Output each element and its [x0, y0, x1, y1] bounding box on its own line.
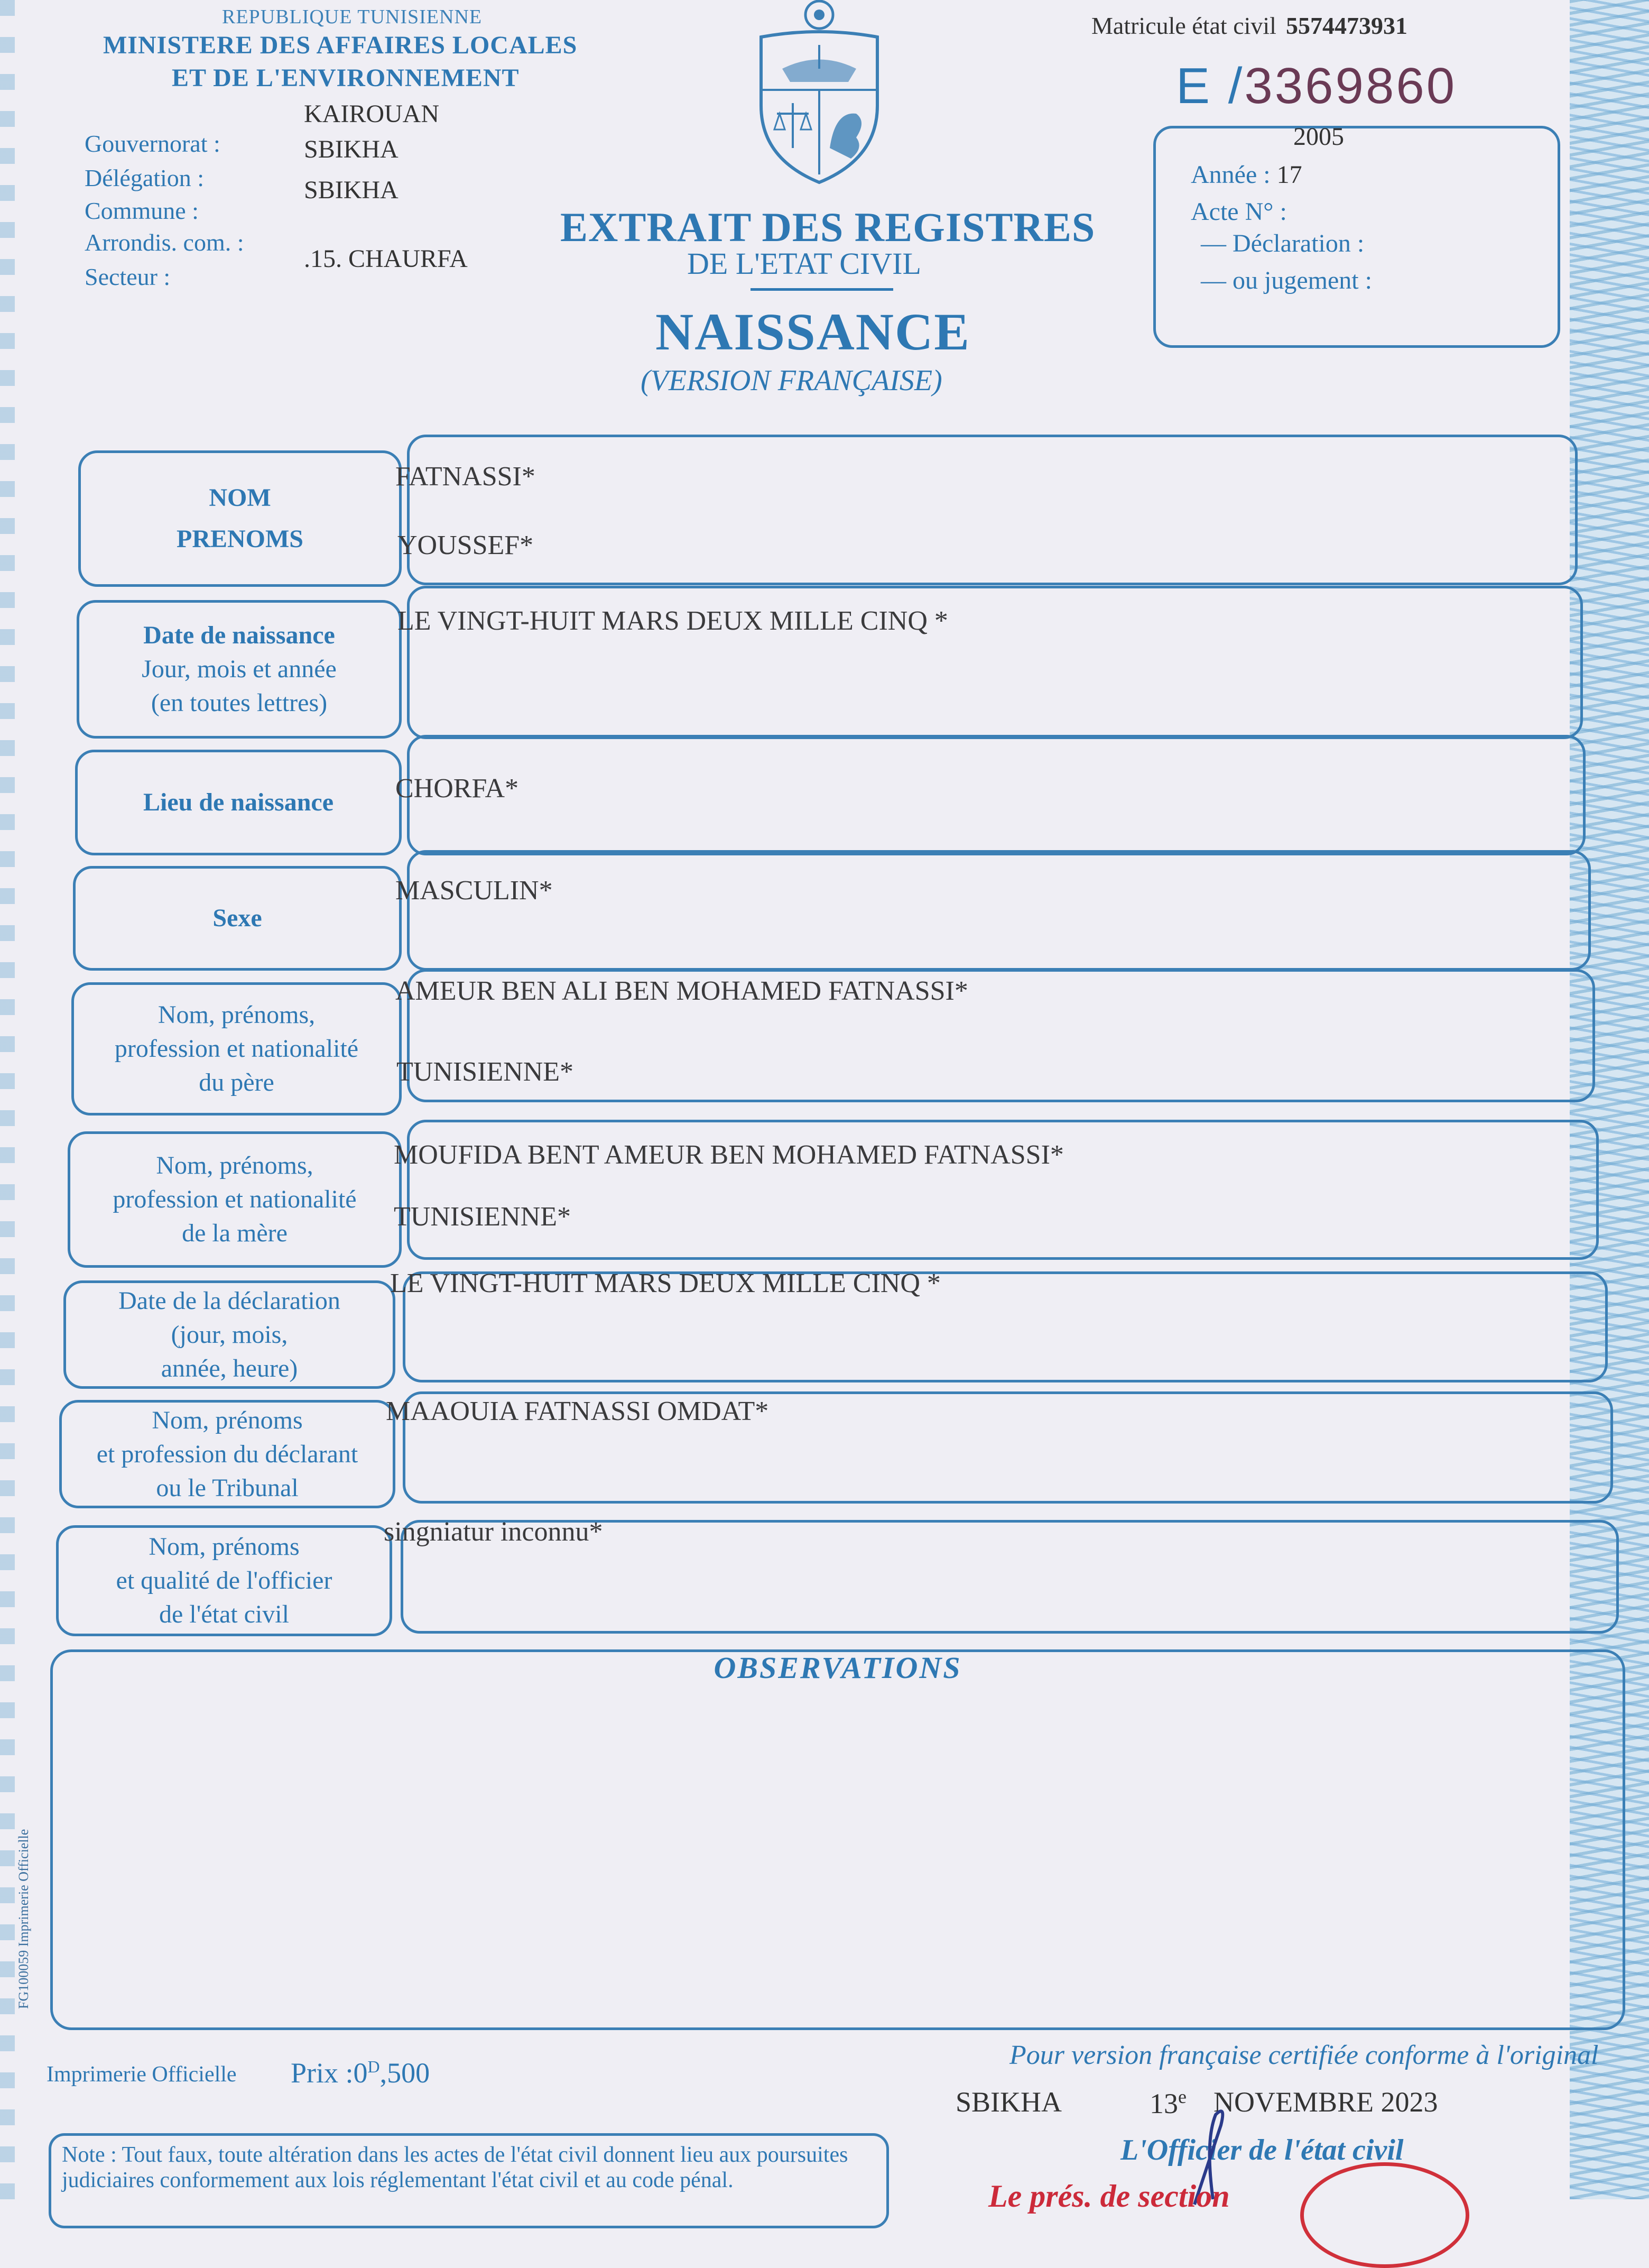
- ministry-line2: ET DE L'ENVIRONNEMENT: [172, 64, 520, 92]
- declaration-label: — Déclaration :: [1201, 229, 1365, 257]
- print-reference: FG100059 Imprimerie Officielle: [16, 1829, 31, 2009]
- commune-label: Commune :: [85, 197, 199, 224]
- jugement-label: — ou jugement :: [1201, 266, 1372, 294]
- value-prenoms: YOUSSEF*: [397, 530, 534, 560]
- issue-place: SBIKHA: [956, 2086, 1062, 2118]
- prix: [291, 2057, 430, 2089]
- prix-unit: D: [367, 2057, 380, 2076]
- value-pere-nom: AMEUR BEN ALI BEN MOHAMED FATNASSI*: [395, 976, 968, 1006]
- observations-box: [50, 1649, 1625, 2030]
- arrondissement-value: .15. CHAURFA: [304, 245, 468, 273]
- imprimerie-label: Imprimerie Officielle: [47, 2062, 237, 2087]
- delegation-label: Délégation :: [85, 164, 205, 191]
- republic-heading: REPUBLIQUE TUNISIENNE: [222, 6, 483, 28]
- label-sexe-text: Sexe: [212, 904, 262, 932]
- value-declarant: MAAOUIA FATNASSI OMDAT*: [386, 1396, 769, 1426]
- serial-digits: 3369860: [1244, 58, 1457, 114]
- label-declarant-line1: Nom, prénoms: [152, 1406, 303, 1434]
- label-declarant-line3: ou le Tribunal: [156, 1473, 299, 1502]
- coat-of-arms-emblem: [751, 0, 888, 190]
- annee-line: [1191, 160, 1302, 189]
- label-pere: [71, 982, 402, 1115]
- label-officier-line3: de l'état civil: [159, 1600, 289, 1628]
- value-lieu-naissance: CHORFA*: [395, 773, 519, 804]
- label-lieu-naissance: [75, 750, 402, 855]
- certification-text: Pour version française certifiée conforme à l'original: [1009, 2040, 1599, 2070]
- commune-value: SBIKHA: [304, 176, 399, 204]
- label-prenoms: PRENOMS: [177, 525, 303, 553]
- issue-month-year: NOVEMBRE 2023: [1213, 2086, 1438, 2118]
- value-pere-nationalite: TUNISIENNE*: [396, 1057, 574, 1087]
- serial-number: [1176, 57, 1457, 115]
- label-pere-line1: Nom, prénoms,: [158, 1001, 316, 1029]
- label-date-declaration-line1: Date de la déclaration: [118, 1286, 340, 1315]
- title-extrait: EXTRAIT DES REGISTRES: [560, 204, 1096, 250]
- ministry-line1: MINISTERE DES AFFAIRES LOCALES: [103, 31, 578, 59]
- annee-label: Année :: [1191, 161, 1271, 189]
- serial-prefix: E /: [1176, 58, 1245, 114]
- value-date-naissance: LE VINGT-HUIT MARS DEUX MILLE CINQ *: [397, 606, 948, 636]
- acte-number-label: Acte N° :: [1191, 198, 1287, 226]
- title-divider: [751, 288, 893, 291]
- issue-day-number: 13: [1150, 2088, 1178, 2119]
- observations-title: OBSERVATIONS: [714, 1651, 962, 1685]
- label-officier: [56, 1525, 392, 1636]
- label-officier-line1: Nom, prénoms: [149, 1533, 300, 1561]
- label-date-naissance: [77, 600, 402, 739]
- matricule: [1091, 12, 1407, 40]
- title-version: (VERSION FRANÇAISE): [641, 364, 942, 397]
- label-pere-line2: profession et nationalité: [114, 1035, 359, 1063]
- gouvernorat-label: Gouvernorat :: [85, 130, 220, 157]
- label-mere-line3: de la mère: [182, 1219, 288, 1247]
- stamp-text: Le prés. de section: [988, 2179, 1230, 2214]
- label-declarant: [59, 1400, 395, 1508]
- value-date-declaration: LE VINGT-HUIT MARS DEUX MILLE CINQ *: [390, 1268, 941, 1298]
- label-sexe: [73, 866, 402, 971]
- label-declarant-line2: et profession du déclarant: [96, 1440, 358, 1468]
- official-stamp: [1300, 2162, 1469, 2268]
- label-nom: NOM: [209, 484, 271, 512]
- label-date-declaration-line2: (jour, mois,: [171, 1320, 288, 1349]
- value-mere-nationalite: TUNISIENNE*: [394, 1202, 571, 1232]
- delegation-value: SBIKHA: [304, 135, 399, 163]
- label-mere-line2: profession et nationalité: [113, 1185, 357, 1213]
- value-mere-nom: MOUFIDA BENT AMEUR BEN MOHAMED FATNASSI*: [394, 1140, 1064, 1170]
- title-naissance: NAISSANCE: [655, 302, 970, 361]
- annee-value: 17: [1276, 161, 1302, 189]
- matricule-label: Matricule état civil: [1091, 12, 1276, 39]
- label-lieu-naissance-text: Lieu de naissance: [143, 788, 334, 816]
- secteur-label: Secteur :: [85, 263, 171, 290]
- issue-day-suffix: e: [1178, 2086, 1187, 2107]
- value-nom: FATNASSI*: [395, 462, 535, 492]
- value-box-lieu-naissance: [407, 735, 1586, 855]
- label-mere-line1: Nom, prénoms,: [156, 1151, 313, 1179]
- value-sexe: MASCULIN*: [395, 875, 553, 906]
- label-date-declaration: [63, 1280, 395, 1389]
- label-date-declaration-line3: année, heure): [161, 1354, 298, 1382]
- label-date-naissance-line2: Jour, mois et année: [142, 655, 337, 683]
- acte-info-box: [1153, 123, 1560, 348]
- title-etat-civil: DE L'ETAT CIVIL: [687, 246, 921, 281]
- gouvernorat-value: KAIROUAN: [304, 100, 439, 128]
- label-officier-line2: et qualité de l'officier: [116, 1566, 332, 1594]
- label-date-naissance-line3: (en toutes lettres): [151, 689, 328, 717]
- officer-signature-label: L'Officier de l'état civil: [1120, 2134, 1404, 2166]
- legal-note: Note : Tout faux, toute altération dans les actes de l'état civil donnent lieu aux poursuites judiciaires conformement aux lois réglementant l'état civil et au code pénal.: [49, 2133, 889, 2228]
- prix-value: ,500: [379, 2057, 430, 2089]
- value-officier: singniatur inconnu*: [384, 1517, 603, 1547]
- arrondissement-label: Arrondis. com. :: [85, 229, 244, 256]
- label-pere-line3: du père: [199, 1068, 274, 1096]
- prix-label: Prix :0: [291, 2057, 368, 2089]
- value-box-nom-prenoms: [407, 435, 1578, 585]
- matricule-value: 5574473931: [1285, 12, 1407, 39]
- left-border-pattern: [0, 0, 15, 2199]
- label-mere: [68, 1131, 402, 1268]
- acte-year: 2005: [1293, 123, 1344, 151]
- value-box-sexe: [407, 850, 1591, 971]
- label-date-naissance-line1: Date de naissance: [143, 621, 335, 649]
- label-nom-prenoms: [78, 450, 402, 587]
